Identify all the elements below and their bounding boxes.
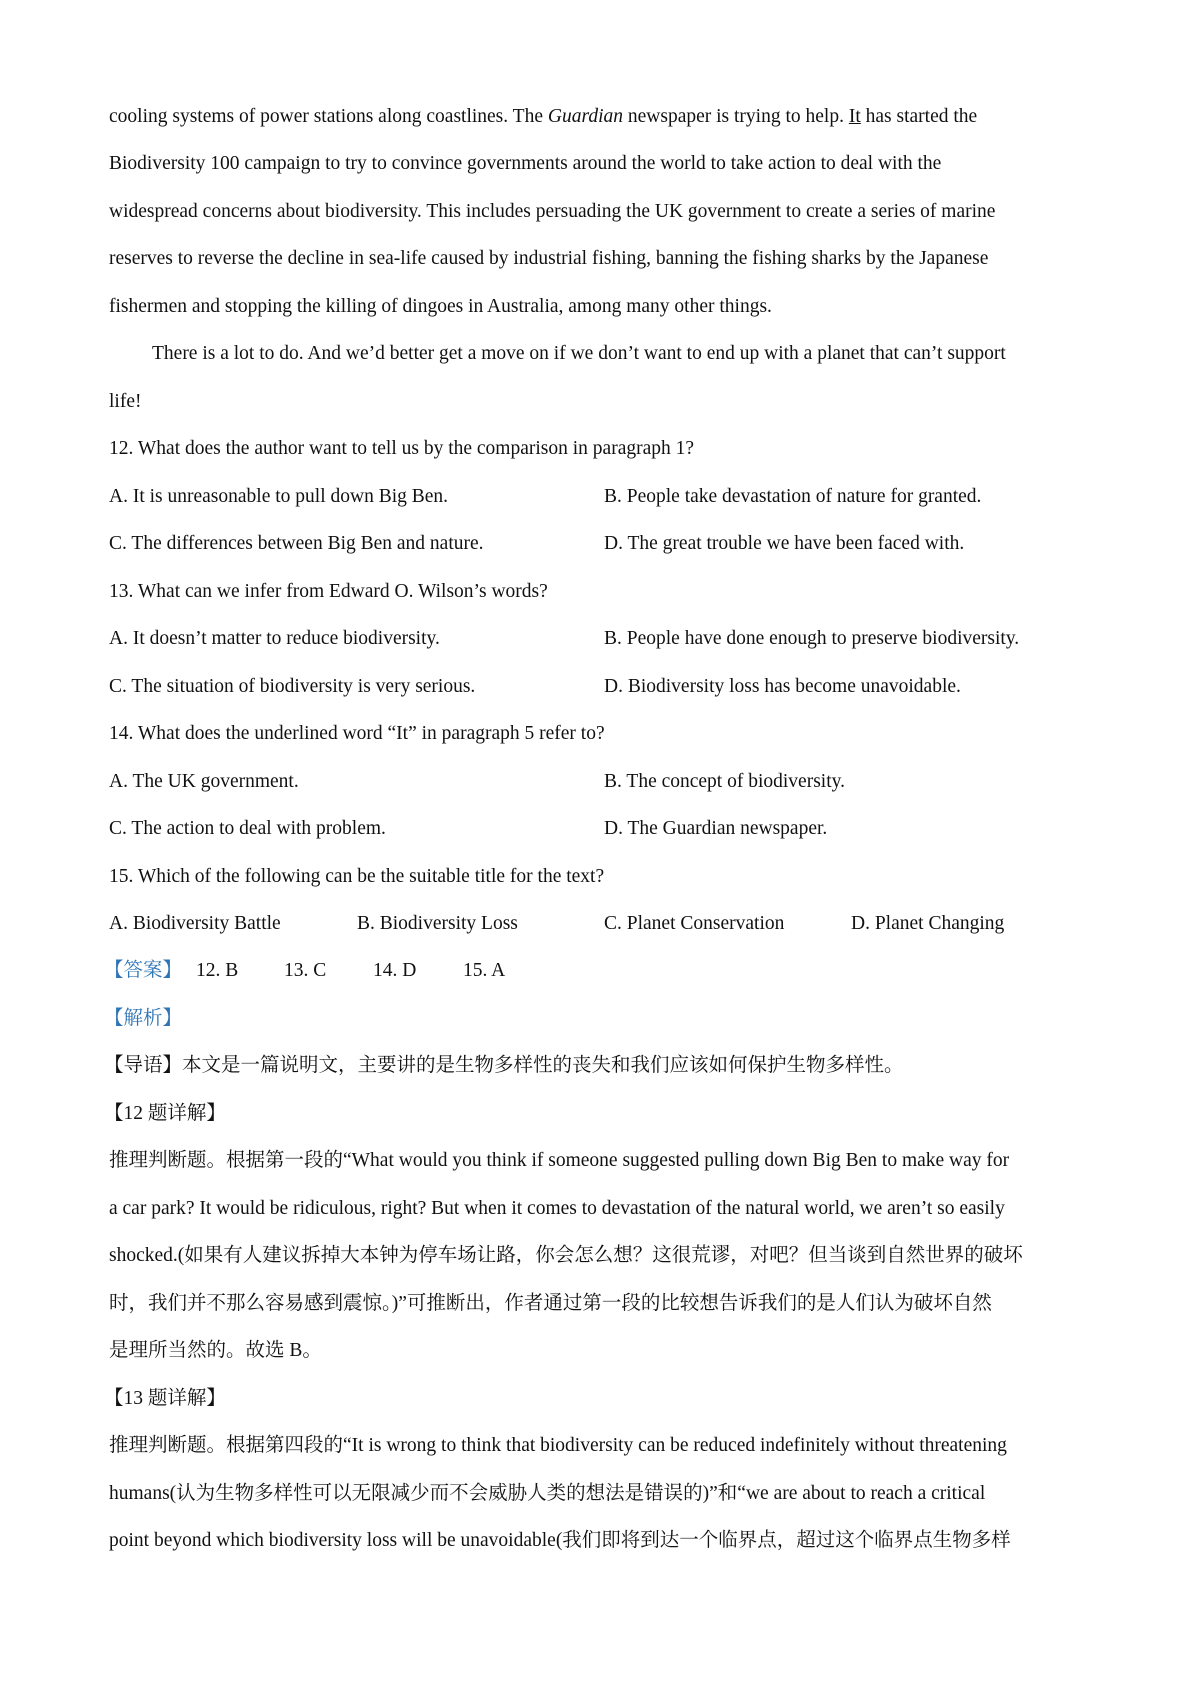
- option: D. Biodiversity loss has become unavoidable.: [604, 676, 961, 697]
- option: D. The Guardian newspaper.: [604, 818, 828, 839]
- question-14: 14. What does the underlined word “It” in paragraph 5 refer to?: [109, 723, 605, 744]
- answer-item: 15. A: [463, 960, 506, 981]
- question-13: 13. What can we infer from Edward O. Wilson’s words?: [109, 581, 548, 602]
- option: B. People have done enough to preserve biodiversity.: [604, 628, 1020, 649]
- text: has started the: [860, 106, 978, 127]
- text: cooling systems of power stations along coastlines. The: [109, 106, 548, 127]
- detail-line: humans(认为生物多样性可以无限减少而不会威胁人类的想法是错误的)”和“we are about to reach a critical: [109, 1483, 986, 1504]
- passage-line: [109, 105, 977, 129]
- question-15: 15. Which of the following can be the suitable title for the text?: [109, 866, 605, 887]
- detail-line: shocked.(如果有人建议拆掉大本钟为停车场让路，你会怎么想？这很荒谬，对吧？但当谈到自然世界的破坏: [109, 1245, 1023, 1266]
- option: C. The differences between Big Ben and nature.: [109, 533, 484, 554]
- option: A. It is unreasonable to pull down Big Ben.: [109, 486, 449, 507]
- option: A. It doesn’t matter to reduce biodiversity.: [109, 628, 440, 649]
- passage-line: fishermen and stopping the killing of dingoes in Australia, among many other things.: [109, 296, 772, 317]
- detail-12-label: 【12 题详解】: [104, 1103, 226, 1124]
- text: newspaper is trying to help.: [623, 106, 849, 127]
- passage-line: There is a lot to do. And we’d better get a move on if we don’t want to end up with a planet that can’t support: [152, 343, 1006, 364]
- intro-text: 【导语】本文是一篇说明文，主要讲的是生物多样性的丧失和我们应该如何保护生物多样性。: [104, 1055, 904, 1076]
- detail-line: 推理判断题。根据第一段的“What would you think if someone suggested pulling down Big Ben to make way for: [109, 1150, 1010, 1171]
- answer-item: 13. C: [284, 960, 327, 981]
- option: B. Biodiversity Loss: [357, 913, 518, 934]
- analysis-label: 【解析】: [104, 1008, 183, 1029]
- detail-line: 是理所当然的。故选 B。: [109, 1340, 322, 1361]
- option: C. Planet Conservation: [604, 913, 785, 934]
- option: D. Planet Changing: [851, 913, 1005, 934]
- option: A. Biodiversity Battle: [109, 913, 281, 934]
- option: C. The action to deal with problem.: [109, 818, 386, 839]
- detail-line: 时，我们并不那么容易感到震惊。)”可推断出，作者通过第一段的比较想告诉我们的是人们认为破坏自然: [109, 1293, 992, 1314]
- passage-line: reserves to reverse the decline in sea-life caused by industrial fishing, banning the fishing sharks by the Japanese: [109, 248, 989, 269]
- option: B. People take devastation of nature for granted.: [604, 486, 982, 507]
- answer-label: 【答案】: [104, 960, 183, 981]
- option: D. The great trouble we have been faced with.: [604, 533, 965, 554]
- option: B. The concept of biodiversity.: [604, 771, 845, 792]
- detail-line: 推理判断题。根据第四段的“It is wrong to think that biodiversity can be reduced indefinitely without threatening: [109, 1435, 1007, 1456]
- detail-line: a car park? It would be ridiculous, right? But when it comes to devastation of the natural world, we aren’t so easily: [109, 1198, 1005, 1219]
- option: A. The UK government.: [109, 771, 299, 792]
- underlined-word: It: [848, 106, 861, 127]
- answer-item: 14. D: [373, 960, 417, 981]
- answer-item: 12. B: [196, 960, 239, 981]
- passage-line: widespread concerns about biodiversity. This includes persuading the UK government to create a series of marine: [109, 201, 996, 222]
- newspaper-name: Guardian: [547, 106, 623, 127]
- passage-line: Biodiversity 100 campaign to try to convince governments around the world to take action to deal with the: [109, 153, 942, 174]
- detail-line: point beyond which biodiversity loss will be unavoidable(我们即将到达一个临界点，超过这个临界点生物多样: [109, 1530, 1011, 1551]
- question-12: 12. What does the author want to tell us by the comparison in paragraph 1?: [109, 438, 695, 459]
- passage-line: life!: [109, 391, 142, 412]
- detail-13-label: 【13 题详解】: [104, 1388, 226, 1409]
- option: C. The situation of biodiversity is very serious.: [109, 676, 476, 697]
